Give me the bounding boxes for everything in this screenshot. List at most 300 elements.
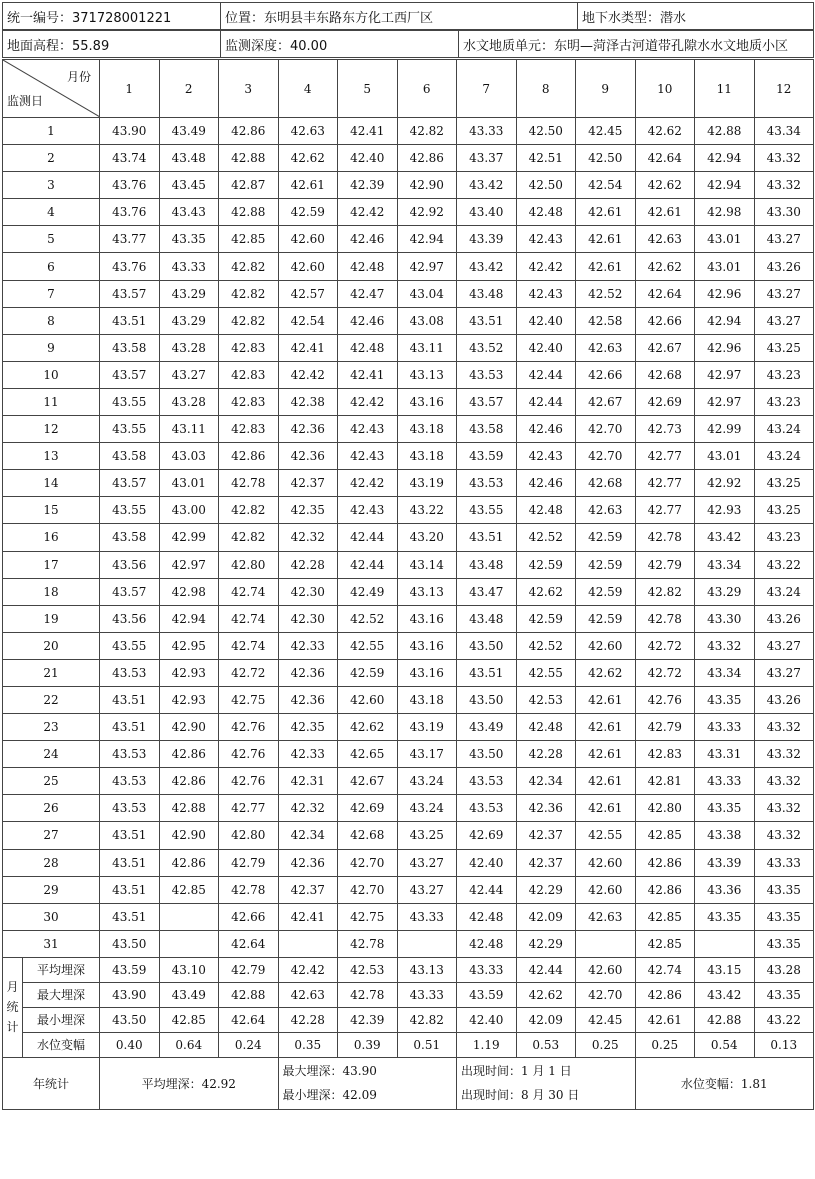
depth-cell: 43.18	[397, 443, 457, 470]
stat-cell: 42.39	[338, 1007, 398, 1032]
annual-stat-row	[3, 1057, 814, 1109]
depth-cell: 42.96	[695, 334, 755, 361]
depth-cell: 42.59	[516, 551, 576, 578]
depth-cell: 42.31	[278, 768, 338, 795]
depth-cell: 43.24	[754, 443, 814, 470]
stat-cell: 0.35	[278, 1032, 338, 1057]
table-row	[3, 307, 814, 334]
depth-cell: 43.34	[695, 551, 755, 578]
depth-cell	[397, 930, 457, 957]
depth-cell: 42.86	[219, 118, 279, 145]
stat-cell: 43.35	[754, 982, 814, 1007]
depth-cell: 43.50	[457, 632, 517, 659]
depth-cell: 43.39	[695, 849, 755, 876]
depth-cell: 42.42	[516, 253, 576, 280]
depth-cell: 42.92	[695, 470, 755, 497]
stat-cell: 42.88	[695, 1007, 755, 1032]
depth-cell: 43.51	[100, 849, 160, 876]
stat-cell: 42.42	[278, 957, 338, 982]
depth-cell: 42.79	[635, 714, 695, 741]
depth-cell: 43.01	[695, 226, 755, 253]
depth-cell: 43.35	[754, 930, 814, 957]
depth-cell: 43.27	[754, 307, 814, 334]
day-label: 26	[3, 795, 100, 822]
day-label: 28	[3, 849, 100, 876]
table-row	[3, 741, 814, 768]
depth-cell: 43.27	[397, 876, 457, 903]
depth-cell: 42.74	[219, 632, 279, 659]
depth-cell: 42.50	[516, 172, 576, 199]
month-header: 1	[100, 60, 160, 118]
stat-cell: 0.39	[338, 1032, 398, 1057]
depth-cell: 43.35	[754, 903, 814, 930]
depth-cell: 42.36	[516, 795, 576, 822]
depth-cell: 43.53	[457, 795, 517, 822]
monitor-depth: 监测深度：40.00	[221, 31, 459, 58]
depth-cell: 42.35	[278, 714, 338, 741]
depth-cell: 42.64	[219, 930, 279, 957]
depth-cell: 43.27	[754, 226, 814, 253]
depth-cell: 43.53	[100, 741, 160, 768]
stat-cell: 43.49	[159, 982, 219, 1007]
depth-cell: 42.96	[695, 280, 755, 307]
daily-data	[3, 118, 814, 958]
depth-cell: 42.41	[338, 118, 398, 145]
depth-cell	[159, 903, 219, 930]
depth-cell: 42.41	[278, 334, 338, 361]
depth-cell: 43.57	[100, 578, 160, 605]
depth-cell: 43.50	[457, 686, 517, 713]
stat-cell: 42.61	[635, 1007, 695, 1032]
table-row	[3, 280, 814, 307]
stat-cell: 42.82	[397, 1007, 457, 1032]
stat-label: 水位变幅	[23, 1032, 100, 1057]
depth-cell: 42.72	[219, 659, 279, 686]
depth-cell: 43.23	[754, 361, 814, 388]
depth-cell: 42.63	[278, 118, 338, 145]
day-label: 8	[3, 307, 100, 334]
corner-month-label: 月份	[66, 70, 91, 84]
stat-label: 平均埋深	[23, 957, 100, 982]
table-row	[3, 849, 814, 876]
depth-cell: 43.42	[695, 524, 755, 551]
depth-cell: 42.61	[576, 253, 636, 280]
depth-cell: 42.55	[338, 632, 398, 659]
depth-cell: 42.43	[516, 443, 576, 470]
depth-cell: 42.48	[338, 334, 398, 361]
stat-cell: 42.60	[576, 957, 636, 982]
stat-cell: 0.13	[754, 1032, 814, 1057]
depth-cell: 42.36	[278, 443, 338, 470]
depth-cell: 43.55	[100, 632, 160, 659]
depth-cell: 43.32	[695, 632, 755, 659]
depth-cell: 42.94	[695, 145, 755, 172]
depth-cell: 42.82	[219, 280, 279, 307]
table-row	[3, 334, 814, 361]
depth-cell: 43.27	[754, 280, 814, 307]
depth-cell: 42.61	[635, 199, 695, 226]
depth-cell: 42.48	[516, 714, 576, 741]
hydro-unit: 水文地质单元：东明—菏泽古河道带孔隙水水文地质小区	[459, 31, 814, 58]
depth-cell: 42.61	[576, 226, 636, 253]
depth-cell: 43.14	[397, 551, 457, 578]
depth-cell: 42.61	[576, 768, 636, 795]
depth-cell: 43.29	[695, 578, 755, 605]
depth-cell: 42.90	[159, 714, 219, 741]
depth-cell: 43.11	[159, 416, 219, 443]
depth-cell: 42.43	[338, 416, 398, 443]
depth-cell: 42.86	[635, 849, 695, 876]
depth-cell: 42.97	[159, 551, 219, 578]
depth-cell: 42.85	[635, 930, 695, 957]
day-label: 1	[3, 118, 100, 145]
depth-cell: 42.88	[219, 199, 279, 226]
depth-cell: 42.60	[576, 849, 636, 876]
depth-cell: 43.18	[397, 686, 457, 713]
stat-label: 最大埋深	[23, 982, 100, 1007]
stat-cell: 43.10	[159, 957, 219, 982]
day-label: 13	[3, 443, 100, 470]
water-type: 地下水类型：潜水	[578, 3, 814, 30]
monthly-stat-row	[3, 957, 814, 982]
depth-cell: 42.87	[219, 172, 279, 199]
annual-max-time: 出现时间：1 月 1 日	[461, 1064, 572, 1079]
depth-cell: 43.53	[457, 768, 517, 795]
depth-cell: 42.93	[159, 686, 219, 713]
depth-cell: 42.76	[635, 686, 695, 713]
depth-cell: 43.50	[100, 930, 160, 957]
depth-cell: 42.52	[576, 280, 636, 307]
table-row	[3, 253, 814, 280]
depth-cell: 43.32	[754, 795, 814, 822]
table-row	[3, 930, 814, 957]
stat-cell: 43.15	[695, 957, 755, 982]
depth-cell: 42.32	[278, 795, 338, 822]
depth-cell: 43.38	[695, 822, 755, 849]
depth-cell: 42.97	[695, 361, 755, 388]
stat-cell: 42.09	[516, 1007, 576, 1032]
annual-min: 最小埋深：42.09	[282, 1088, 377, 1103]
depth-cell: 42.52	[338, 605, 398, 632]
depth-cell: 43.16	[397, 388, 457, 415]
depth-cell: 42.64	[635, 280, 695, 307]
depth-cell: 42.60	[576, 876, 636, 903]
stat-cell: 43.22	[754, 1007, 814, 1032]
depth-cell: 43.28	[159, 334, 219, 361]
depth-cell: 42.69	[338, 795, 398, 822]
stat-cell: 0.24	[219, 1032, 279, 1057]
table-row	[3, 443, 814, 470]
depth-cell: 42.59	[516, 605, 576, 632]
day-label: 30	[3, 903, 100, 930]
depth-cell: 42.59	[576, 524, 636, 551]
depth-cell: 43.77	[100, 226, 160, 253]
depth-cell: 42.63	[576, 334, 636, 361]
depth-cell: 43.22	[754, 551, 814, 578]
depth-cell: 42.93	[159, 659, 219, 686]
depth-cell: 43.00	[159, 497, 219, 524]
depth-cell: 43.33	[159, 253, 219, 280]
stat-cell: 43.59	[457, 982, 517, 1007]
depth-cell: 43.32	[754, 741, 814, 768]
depth-cell: 43.16	[397, 605, 457, 632]
depth-cell: 42.66	[219, 903, 279, 930]
day-label: 18	[3, 578, 100, 605]
day-label: 7	[3, 280, 100, 307]
depth-cell: 42.52	[516, 524, 576, 551]
depth-cell: 42.85	[635, 903, 695, 930]
stat-cell: 43.33	[397, 982, 457, 1007]
depth-cell: 42.61	[576, 199, 636, 226]
depth-cell: 42.44	[338, 524, 398, 551]
depth-cell: 43.49	[159, 118, 219, 145]
table-row	[3, 416, 814, 443]
depth-cell: 42.29	[516, 876, 576, 903]
day-label: 12	[3, 416, 100, 443]
depth-cell: 43.51	[457, 307, 517, 334]
depth-cell: 43.50	[457, 741, 517, 768]
depth-cell: 42.83	[635, 741, 695, 768]
depth-cell: 43.58	[457, 416, 517, 443]
depth-cell: 42.40	[516, 334, 576, 361]
monthly-stat-row	[3, 1007, 814, 1032]
depth-cell: 42.51	[516, 145, 576, 172]
depth-cell: 42.40	[457, 849, 517, 876]
depth-cell: 42.43	[516, 226, 576, 253]
depth-cell: 43.27	[159, 361, 219, 388]
header-row-2	[2, 30, 814, 58]
depth-cell: 42.83	[219, 334, 279, 361]
depth-cell: 43.30	[695, 605, 755, 632]
depth-cell: 43.35	[695, 795, 755, 822]
table-row	[3, 578, 814, 605]
depth-cell: 42.86	[159, 849, 219, 876]
stat-cell: 43.42	[695, 982, 755, 1007]
depth-cell: 42.38	[278, 388, 338, 415]
depth-cell: 43.35	[159, 226, 219, 253]
depth-cell: 42.86	[219, 443, 279, 470]
depth-cell: 42.67	[338, 768, 398, 795]
depth-cell: 42.44	[516, 361, 576, 388]
depth-cell: 43.57	[100, 470, 160, 497]
month-header: 6	[397, 60, 457, 118]
depth-cell: 42.85	[635, 822, 695, 849]
depth-cell: 42.86	[159, 741, 219, 768]
depth-cell: 42.79	[219, 849, 279, 876]
depth-cell: 42.88	[159, 795, 219, 822]
depth-cell	[278, 930, 338, 957]
stat-cell: 42.86	[635, 982, 695, 1007]
depth-cell: 43.32	[754, 145, 814, 172]
depth-cell: 42.09	[516, 903, 576, 930]
stat-cell: 1.19	[457, 1032, 517, 1057]
depth-cell: 42.62	[338, 714, 398, 741]
day-label: 11	[3, 388, 100, 415]
depth-cell: 42.68	[635, 361, 695, 388]
depth-cell: 43.16	[397, 659, 457, 686]
depth-cell: 43.55	[100, 416, 160, 443]
depth-cell: 43.13	[397, 361, 457, 388]
depth-cell: 42.65	[338, 741, 398, 768]
stat-cell: 42.28	[278, 1007, 338, 1032]
depth-cell: 43.47	[457, 578, 517, 605]
depth-cell: 43.26	[754, 253, 814, 280]
statistics	[3, 957, 814, 1109]
depth-cell: 43.51	[100, 876, 160, 903]
annual-min-time: 出现时间：8 月 30 日	[461, 1088, 580, 1103]
day-label: 27	[3, 822, 100, 849]
depth-cell: 42.94	[695, 307, 755, 334]
depth-cell: 42.37	[516, 822, 576, 849]
depth-cell: 42.36	[278, 849, 338, 876]
stat-cell: 42.53	[338, 957, 398, 982]
depth-cell: 42.59	[576, 551, 636, 578]
table-row	[3, 551, 814, 578]
depth-cell: 43.55	[457, 497, 517, 524]
depth-cell: 42.63	[635, 226, 695, 253]
corner-cell	[3, 60, 100, 118]
depth-cell: 43.01	[159, 470, 219, 497]
stat-cell: 43.28	[754, 957, 814, 982]
depth-cell: 43.25	[754, 334, 814, 361]
day-label: 5	[3, 226, 100, 253]
depth-cell: 42.62	[278, 145, 338, 172]
depth-cell: 42.62	[576, 659, 636, 686]
depth-cell: 43.40	[457, 199, 517, 226]
depth-cell: 43.90	[100, 118, 160, 145]
depth-cell: 42.58	[576, 307, 636, 334]
depth-cell: 43.08	[397, 307, 457, 334]
depth-cell: 42.59	[576, 605, 636, 632]
depth-cell: 42.78	[219, 876, 279, 903]
depth-cell: 42.46	[338, 226, 398, 253]
stat-cell: 42.88	[219, 982, 279, 1007]
depth-cell: 43.51	[100, 686, 160, 713]
depth-cell: 42.33	[278, 741, 338, 768]
depth-cell: 42.37	[278, 470, 338, 497]
stat-cell: 0.64	[159, 1032, 219, 1057]
stat-cell: 0.25	[576, 1032, 636, 1057]
depth-cell: 42.60	[338, 686, 398, 713]
depth-cell: 42.45	[576, 118, 636, 145]
depth-cell: 42.99	[159, 524, 219, 551]
depth-cell: 43.48	[457, 551, 517, 578]
month-header: 10	[635, 60, 695, 118]
day-label: 9	[3, 334, 100, 361]
depth-cell: 43.11	[397, 334, 457, 361]
stat-cell: 0.40	[100, 1032, 160, 1057]
depth-cell: 43.20	[397, 524, 457, 551]
depth-cell: 42.36	[278, 659, 338, 686]
depth-cell	[576, 930, 636, 957]
depth-cell: 43.19	[397, 714, 457, 741]
depth-cell: 43.43	[159, 199, 219, 226]
table-row	[3, 605, 814, 632]
depth-cell: 42.66	[635, 307, 695, 334]
depth-cell: 43.23	[754, 524, 814, 551]
corner-day-label: 监测日	[7, 94, 44, 108]
depth-cell: 43.32	[754, 822, 814, 849]
table-row	[3, 659, 814, 686]
depth-cell: 43.51	[457, 524, 517, 551]
depth-cell: 42.70	[338, 876, 398, 903]
depth-cell: 42.72	[635, 632, 695, 659]
location: 位置：东明县丰东路东方化工西厂区	[221, 3, 578, 30]
depth-cell: 43.57	[100, 280, 160, 307]
depth-cell: 42.76	[219, 768, 279, 795]
depth-cell: 43.51	[457, 659, 517, 686]
depth-cell: 42.94	[695, 172, 755, 199]
day-label: 23	[3, 714, 100, 741]
depth-cell: 43.55	[100, 388, 160, 415]
depth-cell: 43.48	[159, 145, 219, 172]
depth-cell: 42.50	[516, 118, 576, 145]
depth-cell: 43.53	[457, 361, 517, 388]
table-row	[3, 361, 814, 388]
table-row	[3, 632, 814, 659]
depth-cell: 42.48	[457, 930, 517, 957]
depth-cell: 43.53	[100, 768, 160, 795]
depth-cell: 42.86	[397, 145, 457, 172]
table-row	[3, 388, 814, 415]
header-row-1	[2, 2, 814, 30]
depth-cell: 42.83	[219, 388, 279, 415]
day-label: 16	[3, 524, 100, 551]
stat-cell: 0.51	[397, 1032, 457, 1057]
stat-cell: 42.44	[516, 957, 576, 982]
depth-cell: 42.40	[338, 145, 398, 172]
depth-cell: 43.33	[695, 768, 755, 795]
table-row	[3, 497, 814, 524]
depth-cell: 43.01	[695, 253, 755, 280]
depth-cell: 42.74	[219, 578, 279, 605]
depth-cell: 43.24	[754, 416, 814, 443]
depth-cell: 42.43	[338, 497, 398, 524]
day-label: 25	[3, 768, 100, 795]
depth-cell: 42.59	[338, 659, 398, 686]
depth-cell: 43.25	[754, 470, 814, 497]
depth-cell: 43.25	[754, 497, 814, 524]
depth-cell: 43.35	[754, 876, 814, 903]
depth-cell: 43.27	[754, 632, 814, 659]
depth-cell: 42.83	[219, 361, 279, 388]
depth-cell: 42.54	[278, 307, 338, 334]
depth-cell: 42.42	[338, 199, 398, 226]
depth-cell: 43.30	[754, 199, 814, 226]
table-row	[3, 226, 814, 253]
depth-cell: 43.18	[397, 416, 457, 443]
depth-cell: 43.51	[100, 903, 160, 930]
stat-cell: 43.90	[100, 982, 160, 1007]
day-label: 24	[3, 741, 100, 768]
station-id: 统一编号：371728001221	[3, 3, 221, 30]
depth-cell: 42.52	[516, 632, 576, 659]
depth-cell: 42.70	[576, 443, 636, 470]
day-label: 3	[3, 172, 100, 199]
depth-cell: 42.57	[278, 280, 338, 307]
stat-cell: 42.63	[278, 982, 338, 1007]
depth-cell: 42.61	[576, 714, 636, 741]
depth-cell: 42.88	[695, 118, 755, 145]
depth-cell: 42.70	[338, 849, 398, 876]
depth-cell: 43.35	[695, 686, 755, 713]
depth-cell: 42.50	[576, 145, 636, 172]
depth-cell: 43.76	[100, 253, 160, 280]
depth-cell: 43.56	[100, 551, 160, 578]
annual-max: 最大埋深：43.90	[282, 1064, 377, 1079]
depth-cell: 43.27	[754, 659, 814, 686]
depth-cell: 43.49	[457, 714, 517, 741]
